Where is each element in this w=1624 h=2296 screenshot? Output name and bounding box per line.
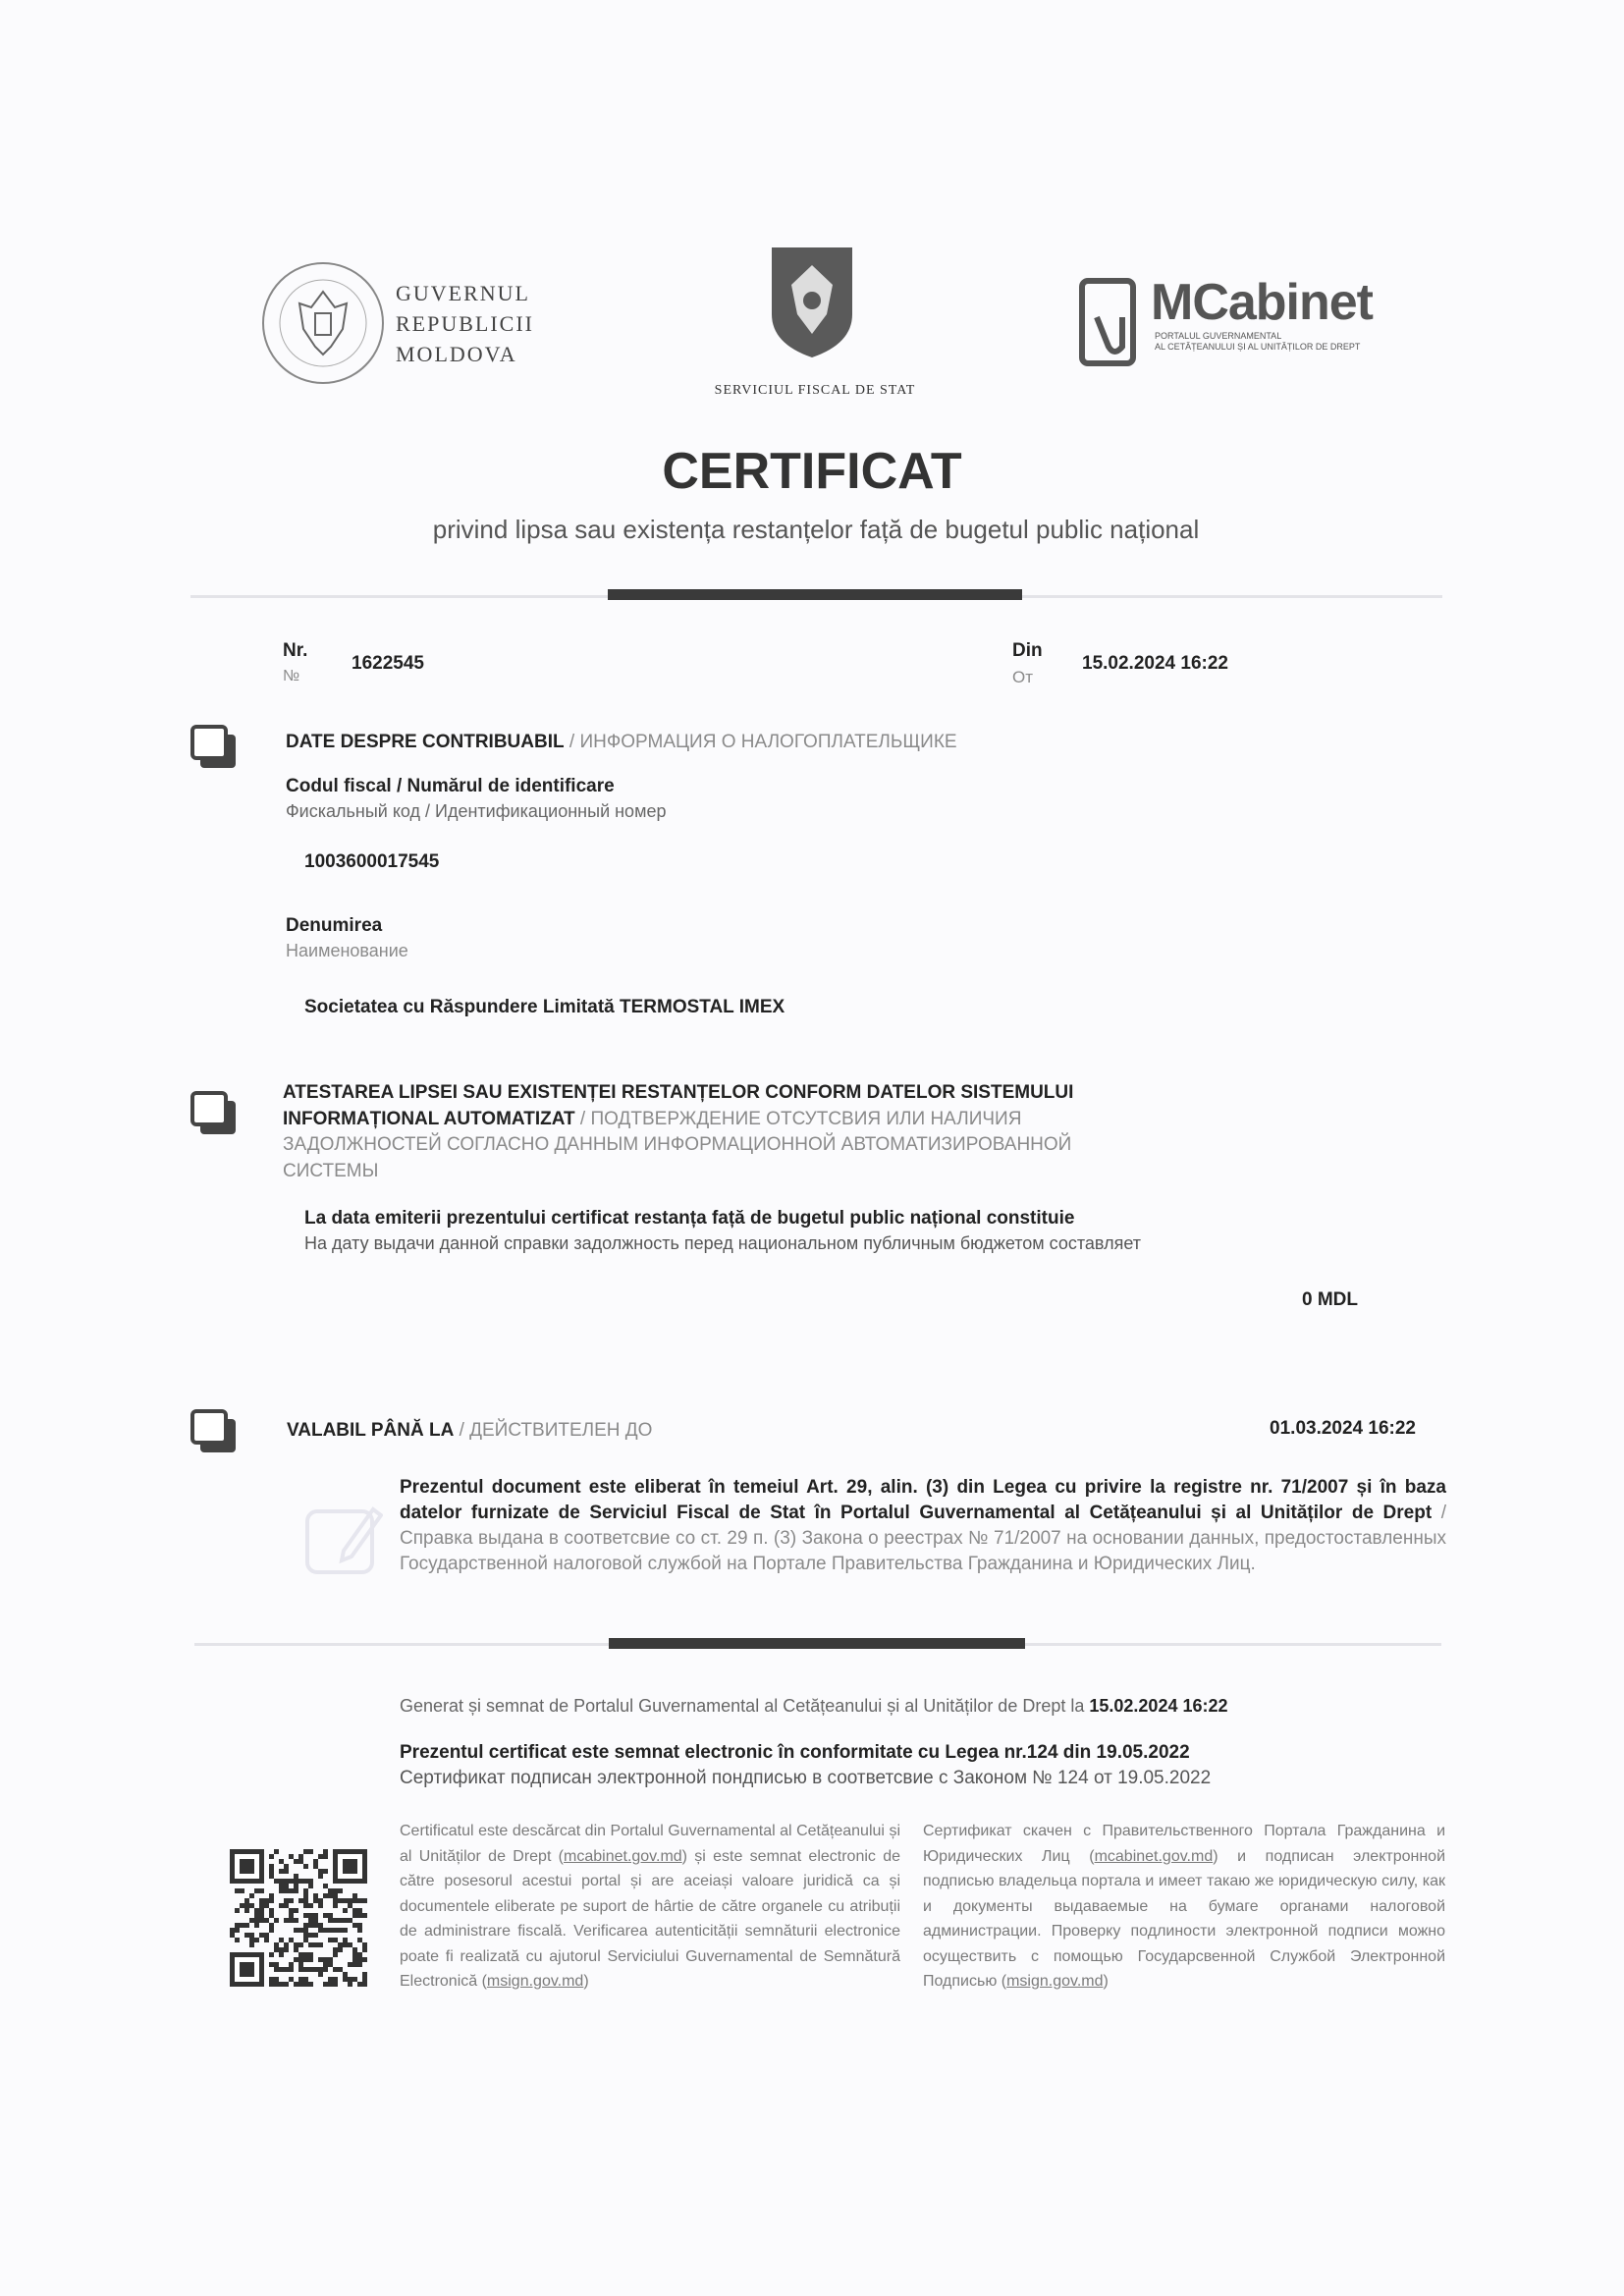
attestation-heading-ru2: ЗАДОЛЖНОСТЕЙ СОГЛАСНО ДАННЫМ ИНФОРМАЦИОННОЙ АВТОМАТИЗИРОВАННОЙ <box>283 1134 1072 1155</box>
government-name <box>396 278 534 369</box>
attestation-heading-ru3: СИСТЕМЫ <box>283 1160 379 1181</box>
notice-ro-text: Certificatul este descărcat din Portalul Guvernamental al Cetățeanului și al Unităților de Drept ( <box>400 1823 900 1865</box>
legal-basis-ro: Prezentul document este eliberat în temeiul Art. 29, alin. (3) din Legea cu privire la registre nr. 71/2007 și în baza datelor furnizate de Serviciul Fiscal de Stat în Portalul Guvernamental al Cetățeanului și al Unităților de Drept <box>400 1477 1446 1523</box>
signed-statement: Prezentul certificat este semnat electronic în conformitate cu Legea nr.124 din 19.05.2022 <box>400 1742 1190 1763</box>
generated-line <box>400 1696 1228 1717</box>
mcabinet-logo-icon <box>1079 278 1138 366</box>
validity-label-ru: / ДЕЙСТВИТЕЛЕН ДО <box>454 1420 653 1441</box>
gov-line-1: GUVERNUL <box>396 281 530 305</box>
fiscal-code-label-ru: Фискальный код / Идентификационный номер <box>286 801 667 821</box>
page-subtitle: privind lipsa sau existența restanțelor față de bugetul public național <box>432 515 1200 544</box>
section-icon <box>190 1409 238 1454</box>
company-name-label-ru: Наименование <box>286 941 408 960</box>
nr-label: Nr. <box>283 640 308 661</box>
legal-basis-ru: / Справка выдана в соответсвие со ст. 29 п. (3) Закона о реестрах № 71/2007 на основании данных, предостоставленных Государственной налоговой службой на Портале Правительства Гражданина и Юридических Лиц. <box>400 1503 1446 1574</box>
taxpayer-heading-ro: DATE DESPRE CONTRIBUABIL <box>286 732 565 752</box>
notice-ru-text: ) <box>1103 1973 1109 1990</box>
sfs-emblem-logo <box>762 246 862 359</box>
attestation-heading <box>283 1080 1166 1184</box>
validity-label-ro: VALABIL PÂNĂ LA <box>287 1420 455 1441</box>
debt-statement: La data emiterii prezentului certificat restanța față de bugetul public național constituie <box>304 1208 1075 1229</box>
mcabinet-tagline-2: AL CETĂȚEANULUI ȘI AL UNITĂȚILOR DE DREPT <box>1155 342 1361 352</box>
gov-line-3: MOLDOVA <box>396 342 517 366</box>
din-label-ru: От <box>1012 668 1034 686</box>
nr-value: 1622545 <box>352 653 424 674</box>
taxpayer-heading-ru: / ИНФОРМАЦИЯ О НАЛОГОПЛАТЕЛЬЩИКЕ <box>564 732 957 752</box>
validity-date: 01.03.2024 16:22 <box>1270 1418 1416 1439</box>
mcabinet-name: MCabinet <box>1151 274 1373 331</box>
legal-notice-ru <box>923 1819 1445 1995</box>
din-value: 15.02.2024 16:22 <box>1082 653 1228 674</box>
attestation-heading-line2: INFORMAȚIONAL AUTOMATIZAT <box>283 1108 575 1129</box>
mcabinet-tagline <box>1155 331 1360 353</box>
legal-notice-ro <box>400 1819 900 1995</box>
qr-code <box>230 1848 367 1988</box>
attestation-heading-ru1: / ПОДТВЕРЖДЕНИЕ ОТСУТСВИЯ ИЛИ НАЛИЧИЯ <box>574 1108 1022 1129</box>
notice-ru-text: ) и подписан электронной подписью владельца портала и имеет такаю же юридическую силу, как и документы выдаваемые на бумаге органами налоговой администрации. Проверку подлиности электронной подписи можно осуществить с помощью Государсвенной Службой Электронной Подписью ( <box>923 1847 1446 1990</box>
mcabinet-link[interactable]: mcabinet.gov.md <box>1094 1847 1214 1865</box>
mcabinet-link[interactable]: mcabinet.gov.md <box>564 1847 682 1865</box>
mcabinet-tagline-1: PORTALUL GUVERNAMENTAL <box>1155 331 1282 341</box>
msign-link[interactable]: msign.gov.md <box>1006 1973 1104 1990</box>
legal-basis-paragraph <box>400 1475 1446 1577</box>
section-icon <box>190 725 238 770</box>
signed-statement-ru: Сертификат подписан электронной пондписью в соответсвие с Законом № 124 от 19.05.2022 <box>400 1768 1212 1788</box>
din-label: Din <box>1012 640 1043 661</box>
section-icon <box>190 1091 238 1136</box>
taxpayer-heading <box>286 732 957 753</box>
notice-ro-text: ) <box>583 1973 589 1990</box>
notice-ro-text: ) și este semnat electronic de către posesorul acestui portal și are aceiași valoare juridică ca și documentele eliberate pe suport de hârtie de către organele cu atribuții de administrare fiscală. Verificarea autenticității semnăturii electronice poate fi realizată cu ajutorul Serviciului Guvernamental de Semnătură Electronică ( <box>400 1847 901 1990</box>
attestation-heading-line1: ATESTAREA LIPSEI SAU EXISTENȚEI RESTANȚELOR CONFORM DATELOR SISTEMULUI <box>283 1082 1074 1103</box>
divider-bar <box>609 1638 1025 1649</box>
generated-prefix: Generat și semnat de Portalul Guvernamental al Cetățeanului și al Unităților de Drept la <box>400 1696 1090 1716</box>
page-title: CERTIFICAT <box>662 443 962 500</box>
fiscal-code-value: 1003600017545 <box>304 851 440 872</box>
pen-icon <box>304 1502 383 1581</box>
nr-label-ru: № <box>283 668 300 684</box>
validity-label <box>287 1420 652 1442</box>
company-name-value: Societatea cu Răspundere Limitată TERMOSTAL IMEX <box>304 997 785 1017</box>
notice-ru-text: Сертификат скачен с Правительственного Портала Гражданина и Юридических Лиц ( <box>923 1823 1445 1865</box>
sfs-caption: SERVICIUL FISCAL DE STAT <box>714 383 916 398</box>
divider-bar <box>608 589 1022 600</box>
msign-link[interactable]: msign.gov.md <box>486 1973 584 1990</box>
generated-date: 15.02.2024 16:22 <box>1089 1696 1228 1716</box>
gov-line-2: REPUBLICII <box>396 311 534 336</box>
company-name-label: Denumirea <box>286 915 383 936</box>
debt-amount: 0 MDL <box>1302 1289 1358 1310</box>
government-seal-logo <box>260 258 386 388</box>
fiscal-code-label: Codul fiscal / Numărul de identificare <box>286 776 615 796</box>
debt-statement-ru: На дату выдачи данной справки задолжность перед национальном публичным бюджетом составляет <box>304 1233 1141 1253</box>
